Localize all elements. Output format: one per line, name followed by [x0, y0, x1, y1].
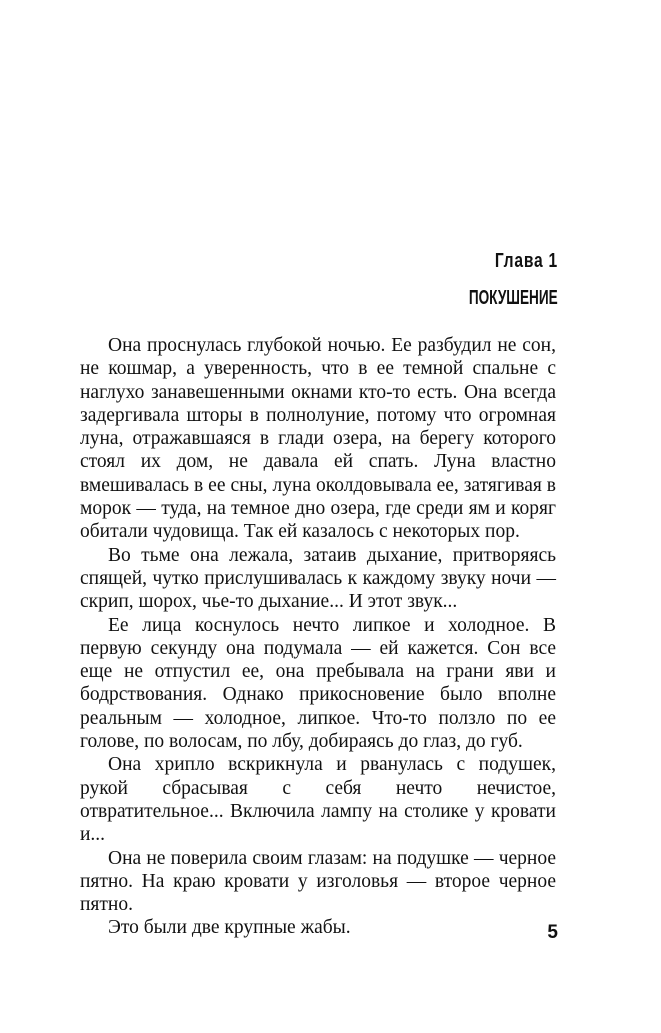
body-text	[80, 334, 556, 940]
paragraph: Это были две крупные жабы.	[108, 917, 351, 939]
paragraph: Во тьме она лежала, затаив дыхание, притворяясь спящей, чутко прислушивалась к каждому звуку ночи — скрип, шорох, чье-то дыхание... И этот звук...	[80, 544, 556, 613]
chapter-number: Глава 1	[494, 250, 558, 272]
paragraph: Она хрипло вскрикнула и рванулась с подушек, рукой сбрасывая с себя нечто нечистое, отвратительное... Включила лампу на столике у кровати и...	[80, 754, 556, 846]
paragraph: Ее лица коснулось нечто липкое и холодное. В первую секунду она подумала — ей кажется. Сон все еще не отпустил ее, она пребывала на грани яви и бодрствования. Однако прикосновение было вполне реальным — холодное, липкое. Что-то ползло по ее голове, по волосам, по лбу, добираясь до глаз, до губ.	[80, 614, 556, 753]
page-number: 5	[547, 922, 558, 943]
paragraph: Она не поверила своим глазам: на подушке — черное пятно. На краю кровати у изголовья — второе черное пятно.	[80, 847, 556, 916]
paragraph: Она проснулась глубокой ночью. Ее разбудил не сон, не кошмар, а уверенность, что в ее темной спальне с наглухо занавешенными окнами кто-то есть. Она всегда задергивала шторы в полнолуние, потому что огромная луна, отражавшаяся в глади озера, на берегу которого стоял их дом, не давала ей спать. Луна властно вмешивалась в ее сны, луна околдовывала ее, затягивая в морок — туда, на темное дно озера, где среди ям и коряг обитали чудовища. Так ей казалось с некоторых пор.	[80, 335, 556, 543]
chapter-title: ПОКУШЕНИЕ	[469, 287, 558, 309]
